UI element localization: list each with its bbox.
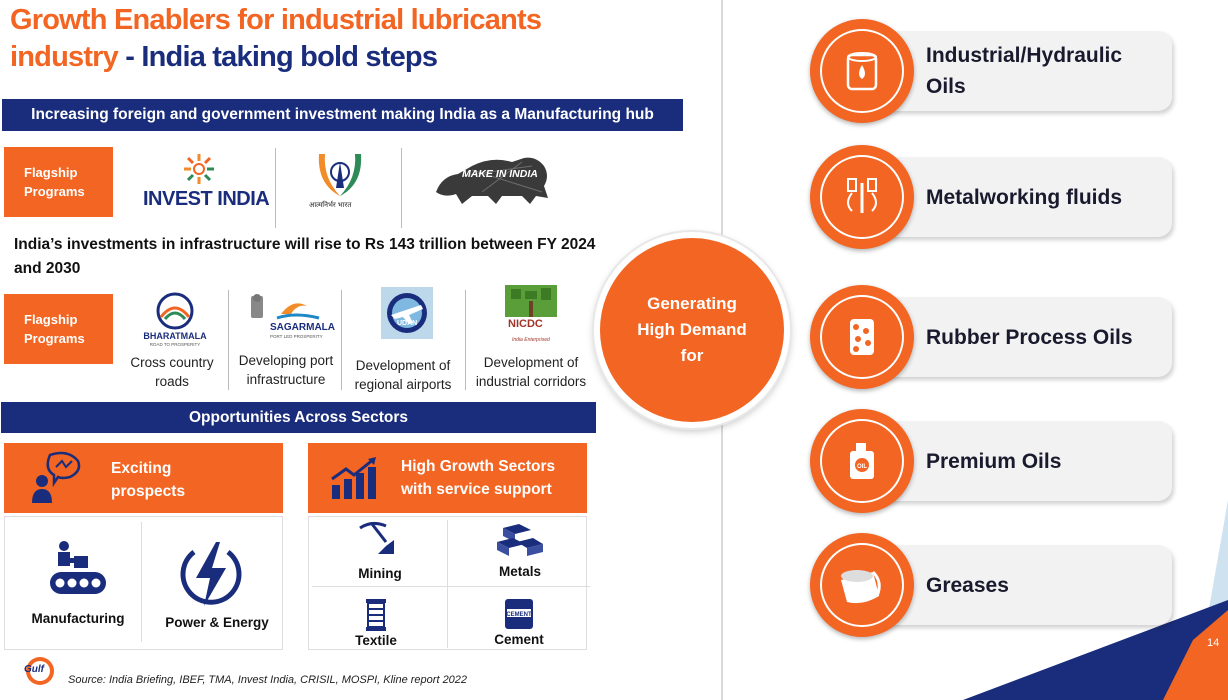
sagarmala-emblem (247, 292, 327, 324)
product-label: Metalworking fluids (926, 185, 1123, 209)
flagship-label-2: Flagship Programs (4, 294, 113, 364)
flagship-label-1: Flagship Programs (4, 147, 113, 217)
product-ring (810, 285, 914, 389)
udan-emblem (381, 287, 433, 339)
prospects-icon (28, 451, 84, 505)
logo-divider (275, 148, 276, 228)
atmanirbhar-text: आत्मनिर्भर भारत (309, 202, 352, 209)
page-number: 14 (1207, 637, 1220, 649)
manufacturing-icon (46, 540, 110, 596)
generating-demand-text: Generating High Demand for (637, 294, 747, 365)
mining-label: Mining (358, 566, 402, 581)
program-caption: Development of industrial corridors (475, 355, 587, 389)
bharatmala-emblem (155, 291, 195, 331)
opportunities-bar: Opportunities Across Sectors (1, 402, 596, 433)
source-note: Source: India Briefing, IBEF, TMA, Invest India, CRISIL, MOSPI, Kline report 2022 (68, 674, 468, 686)
logo-divider (341, 290, 342, 390)
make-in-india-lion (432, 152, 554, 208)
grid-divider (141, 522, 142, 642)
product-ring (810, 409, 914, 513)
sagarmala-sub: PORT LED PROSPERITY (270, 334, 323, 339)
nicdc-logo: NICDC (508, 318, 543, 330)
product-label: Rubber Process Oils (926, 325, 1133, 349)
metals-icon (495, 520, 543, 560)
make-in-india-text: MAKE IN INDIA (462, 168, 538, 180)
grid-divider-h (312, 586, 590, 587)
product-label: Premium Oils (926, 449, 1062, 473)
power-energy-icon (180, 540, 242, 608)
atmanirbhar-emblem (313, 148, 367, 200)
grease-bucket-icon (837, 562, 887, 608)
invest-india-emblem (182, 152, 216, 186)
mining-icon (356, 520, 394, 554)
product-label: Industrial/Hydraulic Oils (926, 44, 1123, 98)
textile-label: Textile (355, 633, 397, 648)
infra-investment-text: India’s investments in infrastructure will rise to Rs 143 trillion between FY 2024 and 2030 (14, 236, 596, 277)
power-energy-label: Power & Energy (165, 615, 269, 630)
cement-label: Cement (494, 632, 544, 647)
drill-icon (840, 175, 884, 219)
sagarmala-logo: SAGARMALA (270, 322, 335, 333)
invest-india-logo: INVEST INDIA (143, 188, 270, 210)
udan-logo: UDAN (397, 320, 418, 327)
product-ring (810, 533, 914, 637)
grid-divider (447, 520, 448, 648)
product-ring (810, 145, 914, 249)
program-caption: Cross country roads (130, 355, 214, 389)
exciting-prospects-header (4, 443, 283, 513)
bharatmala-sub: ROAD TO PROSPERITY (149, 342, 201, 347)
high-growth-title: High Growth Sectors with service support (401, 458, 556, 498)
title-india: India taking bold steps (141, 41, 438, 73)
logo-divider (401, 148, 402, 228)
metals-label: Metals (498, 564, 542, 579)
exciting-prospects-title: Exciting prospects (111, 460, 186, 500)
slide-title-line1: Growth Enablers for industrial lubricants (10, 4, 542, 36)
manufacturing-label: Manufacturing (31, 611, 125, 626)
program-caption: Development of regional airports (354, 358, 452, 392)
product-ring (810, 19, 914, 123)
oil-barrel-icon (840, 49, 884, 93)
nicdc-emblem (505, 285, 557, 317)
rubber-drum-icon (840, 315, 884, 359)
investment-bar: Increasing foreign and government investment making India as a Manufacturing hub (2, 99, 683, 131)
program-caption: Developing port infrastructure (238, 353, 334, 387)
textile-icon (364, 597, 390, 631)
growth-chart-icon (330, 457, 378, 499)
nicdc-sub: India Enterprised (512, 337, 550, 343)
slide-title-line2 (10, 41, 437, 74)
generating-demand-circle (594, 232, 790, 428)
svg-text:OIL: OIL (857, 464, 867, 470)
cement-icon (503, 595, 535, 631)
svg-text:CEMENT: CEMENT (506, 612, 532, 618)
oil-can-icon (840, 439, 884, 483)
gulf-logo: Gulf (24, 664, 44, 675)
product-label: Greases (926, 573, 1009, 597)
logo-divider (228, 290, 229, 390)
title-industry: industry (10, 41, 118, 73)
bharatmala-logo: BHARATMALA (143, 331, 207, 341)
title-dash: - (118, 41, 142, 73)
high-growth-header (308, 443, 587, 513)
